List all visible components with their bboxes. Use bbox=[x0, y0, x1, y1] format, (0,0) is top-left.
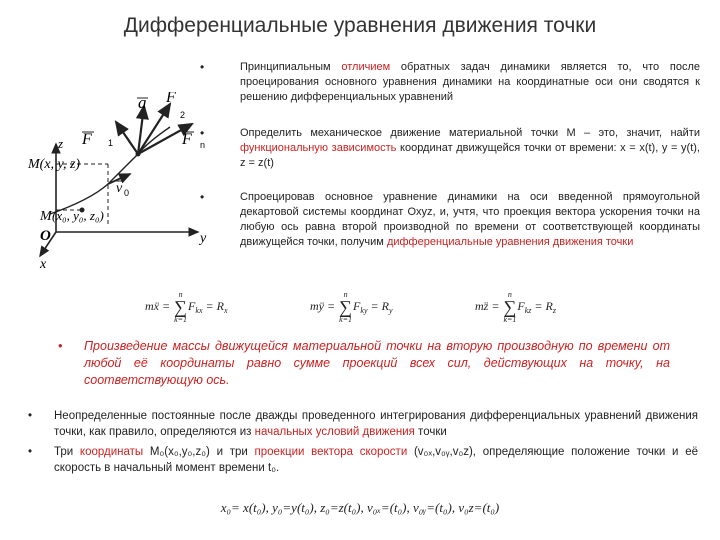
force-diagram bbox=[20, 92, 230, 272]
bullet-1: • Принципиальным отличием обратных задач динамики является то, что после проецирования основного уравнения динамики на координатные оси они сводятся к решению дифференциальных уравнений bbox=[200, 60, 700, 103]
bullet-dot-icon: • bbox=[200, 126, 205, 140]
label-F1: F bbox=[82, 131, 92, 148]
bullet-dot-icon: • bbox=[200, 60, 205, 74]
law-statement: • Произведение массы движущейся материальной точки на вторую производную по времени от любой её координаты равно сумме проекций всех сил, действующих на точку, на соответствующую ось. bbox=[58, 339, 670, 387]
label-Fn: F bbox=[182, 131, 192, 148]
bullet-dot-icon: • bbox=[28, 446, 33, 458]
slide-title: Дифференциальные уравнения движения точки bbox=[123, 14, 597, 37]
bullet-3: • Спроецировав основное уравнение динамики на оси введенной прямоугольной декартовой системы координат Oxyz, и, учтя, что проекция вектора ускорения точки на любую ось равна второй производной по времени от соответствующей координаты движущейся точки, получим дифференциальные уравнения движения точки bbox=[200, 190, 700, 248]
equation-y: mÿ = n ∑ $k=1F_{ky} = R_y$ bbox=[310, 290, 393, 324]
bullet-2: • Определить механическое движение материальной точки М – это, значит, найти функциональную зависимость координат движущейся точки от времени: x = x(t), y = y(t), z = z(t) bbox=[200, 126, 700, 169]
label-M0-coords: (x₀, y₀, z₀) bbox=[52, 208, 104, 223]
label-F2: F bbox=[166, 92, 176, 106]
F1-vector bbox=[116, 122, 138, 154]
bullet-dot-icon: • bbox=[200, 190, 205, 204]
label-x: x bbox=[40, 257, 47, 272]
label-F1-sub: 1 bbox=[108, 138, 114, 148]
label-O: O bbox=[40, 228, 51, 244]
label-M0: M bbox=[40, 209, 52, 224]
label-z: z bbox=[58, 136, 64, 151]
label-F2-sub: 2 bbox=[180, 110, 186, 120]
label-y: y bbox=[200, 231, 207, 246]
label-M: M(x, y, z) bbox=[28, 157, 81, 172]
label-a: a bbox=[138, 93, 147, 112]
label-v0: v bbox=[116, 181, 123, 196]
equation-z: mz̈ = n ∑ $k=1F_{kz} = R_z$ bbox=[475, 290, 556, 324]
initial-conditions-formula: x₀= x(t₀), y₀=y(t₀), z₀=z(t₀), v₀ₓ=(t₀), v₀ᵧ=(t₀), v₀z=(t₀) bbox=[220, 500, 500, 515]
initial-conditions-bullet: • Неопределенные постоянные после дважды проведенного интегрирования дифференциальных уравнений движения точки, как правило, определяются из начальных условий движения точки bbox=[28, 410, 698, 438]
equation-x: mẍ = n ∑ $k=1F_{kx} = R_x$ bbox=[145, 290, 228, 324]
bullet-dot-icon: • bbox=[28, 410, 33, 422]
label-v0-sub: 0 bbox=[124, 188, 130, 198]
initial-values-bullet: • Три координаты M₀(x₀,y₀,z₀) и три проекции вектора скорости (v₀ₓ,v₀ᵧ,v₀z), определяющие положение точки и её скорость в начальный момент времени t₀. bbox=[28, 446, 698, 474]
label-Fn-sub: n bbox=[200, 140, 206, 150]
bullet-dot-icon: • bbox=[58, 339, 63, 353]
